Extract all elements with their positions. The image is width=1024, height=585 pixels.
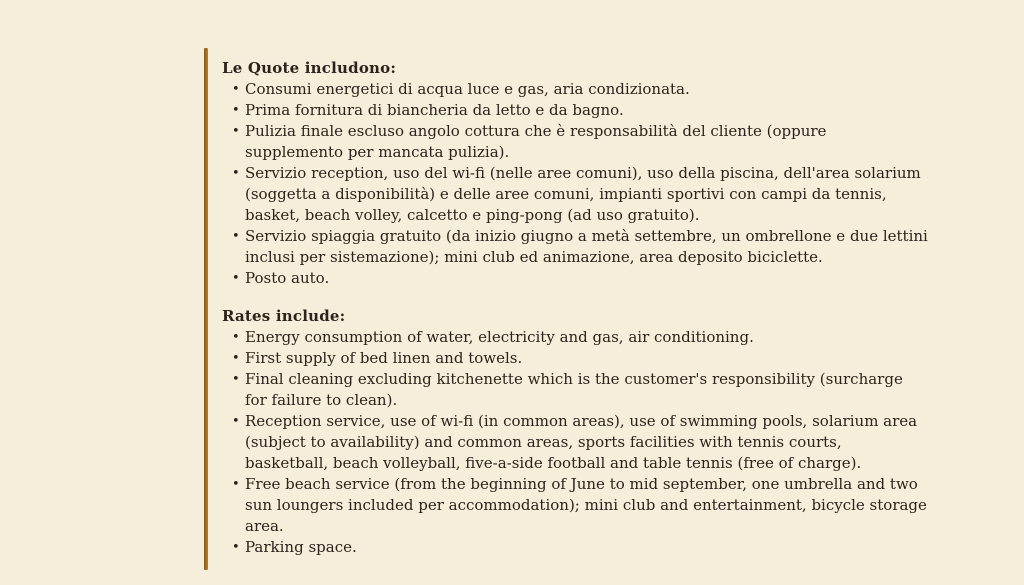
- list-item: • Parking space.: [245, 537, 928, 558]
- bullet-list-english: [222, 327, 928, 558]
- list-item: • Posto auto.: [245, 268, 928, 289]
- list-item: • First supply of bed linen and towels.: [245, 348, 928, 369]
- list-item: • Energy consumption of water, electricity and gas, air conditioning.: [245, 327, 928, 348]
- list-item: • Final cleaning excluding kitchenette which is the customer's responsibility (surcharge for failure to clean).: [245, 369, 928, 411]
- list-item: • Pulizia finale escluso angolo cottura che è responsabilità del cliente (oppure supplemento per mancata pulizia).: [245, 121, 928, 163]
- bullet-list-italian: [222, 79, 928, 289]
- list-item: • Consumi energetici di acqua luce e gas, aria condizionata.: [245, 79, 928, 100]
- list-item: • Free beach service (from the beginning of June to mid september, one umbrella and two sun loungers included per accommodation); mini club and entertainment, bicycle storage area.: [245, 474, 928, 537]
- list-item: • Servizio spiaggia gratuito (da inizio giugno a metà settembre, un ombrellone e due lettini inclusi per sistemazione); mini club ed animazione, area deposito biciclette.: [245, 226, 928, 268]
- list-item: • Servizio reception, uso del wi-fi (nelle aree comuni), uso della piscina, dell'area solarium (soggetta a disponibilità) e delle aree comuni, impianti sportivi con campi da tennis, basket, beach volley, calcetto e ping-pong (ad uso gratuito).: [245, 163, 928, 226]
- section-heading-english: Rates include:: [222, 307, 346, 325]
- list-item: • Reception service, use of wi-fi (in common areas), use of swimming pools, solarium area (subject to availability) and common areas, sports facilities with tennis courts, basketball, beach volleyball, five-a-side football and table tennis (free of charge).: [245, 411, 928, 474]
- content-panel: [204, 48, 928, 570]
- section-italian: [222, 58, 928, 289]
- list-item: • Prima fornitura di biancheria da letto e da bagno.: [245, 100, 928, 121]
- section-english: [222, 306, 928, 558]
- section-heading-italian: Le Quote includono:: [222, 59, 397, 77]
- text-block: [208, 48, 928, 570]
